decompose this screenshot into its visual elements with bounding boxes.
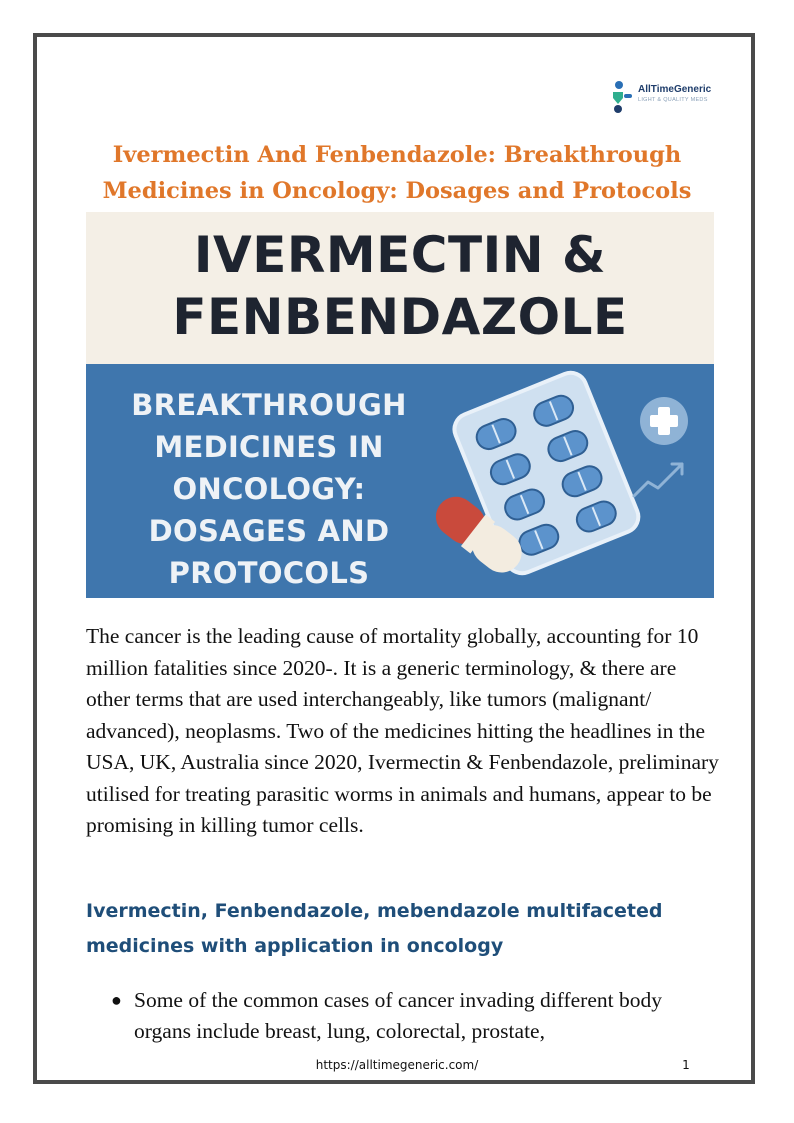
list-item — [110, 985, 710, 1047]
footer-url-link[interactable]: https://alltimegeneric.com/ — [315, 1058, 479, 1072]
hero-headline — [86, 224, 714, 348]
section-heading: Ivermectin, Fenbendazole, mebendazole multifaceted medicines with application in oncology — [86, 900, 663, 957]
hero-bottom-band — [86, 364, 714, 598]
intro-paragraph: The cancer is the leading cause of mortality globally, accounting for 10 million fatalities since 2020-. It is a generic terminology, & there are other terms that are used interchangeably, like tumors (malignant/ advanced), neoplasms. Two of the medicines hitting the headlines in the USA, UK, Australia since 2020, Ivermectin & Fenbendazole, preliminary utilised for treating parasitic worms in animals and humans, appear to be promising in killing tumor cells. — [86, 624, 719, 837]
hero-subtitle — [124, 384, 414, 594]
bullet-list — [110, 985, 710, 1047]
bullet-icon: ● — [111, 990, 122, 1010]
document-title: Ivermectin And Fenbendazole: Breakthrough Medicines in Oncology: Dosages and Protocols — [102, 142, 692, 204]
logo-tagline: LIGHT & QUALITY MEDS — [638, 97, 708, 103]
hero-subtitle-line-1: BREAKTHROUGH — [131, 388, 407, 422]
pill-illustration — [416, 364, 714, 598]
hero-headline-line-2: FENBENDAZOLE — [172, 288, 628, 346]
hero-banner — [86, 212, 714, 598]
list-item-text: Some of the common cases of cancer invading different body organs include breast, lung, colorectal, prostate, — [134, 988, 662, 1043]
brand-logo — [610, 78, 720, 114]
hero-subtitle-line-2: MEDICINES IN — [154, 430, 384, 464]
hero-subtitle-line-4: DOSAGES AND — [148, 514, 390, 548]
hero-top-band — [86, 212, 714, 364]
hero-headline-line-1: IVERMECTIN & — [193, 226, 607, 284]
logo-brand-name: AllTimeGeneric — [638, 84, 712, 95]
medical-cross-icon — [640, 397, 688, 445]
hero-subtitle-line-5: PROTOCOLS — [168, 556, 370, 590]
page-number: 1 — [682, 1058, 690, 1072]
logo-icon — [610, 78, 636, 114]
hero-subtitle-line-3: ONCOLOGY: — [172, 472, 366, 506]
trend-arrow-icon — [634, 464, 682, 496]
